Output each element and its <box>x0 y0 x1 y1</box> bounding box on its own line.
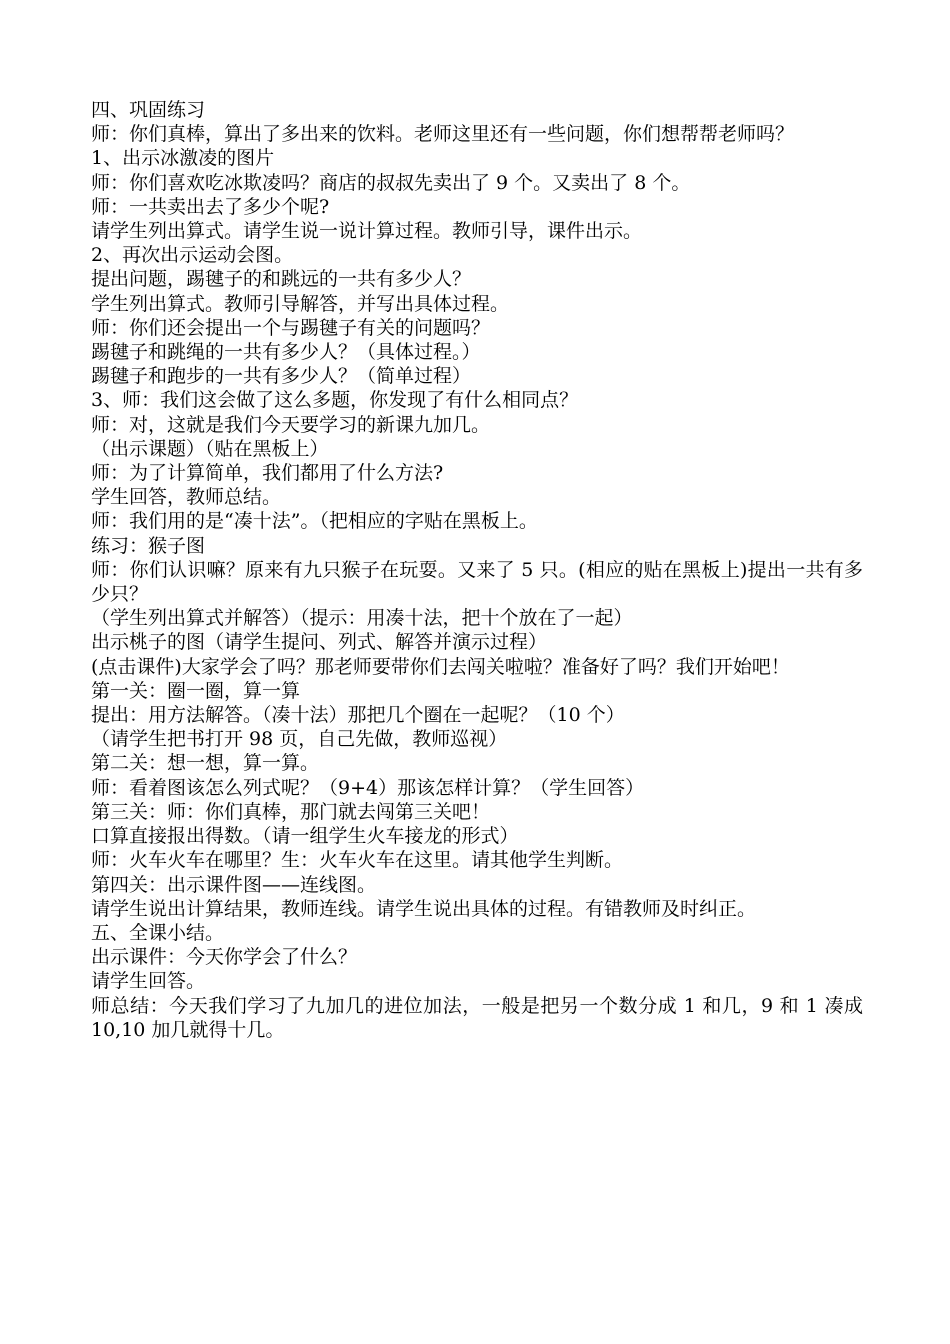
paragraph: 师：我们用的是“凑十法”。（把相应的字贴在黑板上。 <box>91 510 538 533</box>
paragraph: 练习：猴子图 <box>91 534 206 557</box>
paragraph: 踢毽子和跳绳的一共有多少人？（具体过程。） <box>91 341 481 364</box>
paragraph: 口算直接报出得数。（请一组学生火车接龙的形式） <box>91 825 519 848</box>
paragraph: （出示课题）（贴在黑板上） <box>91 437 329 460</box>
paragraph: 第三关：师：你们真棒，那门就去闯第三关吧！ <box>91 800 491 823</box>
paragraph: 1、出示冰激凌的图片 <box>91 147 275 170</box>
paragraph: 第二关：想一想，算一算。 <box>91 752 320 775</box>
paragraph: 第四关：出示课件图——连线图。 <box>91 873 377 896</box>
section-heading: 五、全课小结。 <box>91 921 225 944</box>
paragraph: 出示桃子的图（请学生提问、列式、解答并演示过程） <box>91 631 548 654</box>
paragraph: （请学生把书打开 98 页，自己先做，教师巡视） <box>91 728 508 751</box>
paragraph: 师：看着图该怎么列式呢？（9+4）那该怎样计算？（学生回答） <box>91 776 645 799</box>
paragraph: （学生列出算式并解答）（提示：用凑十法，把十个放在了一起） <box>91 607 633 630</box>
paragraph: 提出问题，踢毽子的和跳远的一共有多少人？ <box>91 268 472 291</box>
paragraph: 师：火车火车在哪里？生：火车火车在这里。请其他学生判断。 <box>91 849 624 872</box>
paragraph: 3、师：我们这会做了这么多题，你发现了有什么相同点？ <box>91 389 579 412</box>
paragraph: 师：为了计算简单，我们都用了什么方法? <box>91 462 444 485</box>
lesson-plan-text <box>91 98 863 1042</box>
paragraph: 请学生列出算式。请学生说一说计算过程。教师引导，课件出示。 <box>91 220 643 243</box>
paragraph: 出示课件：今天你学会了什么？ <box>91 946 358 969</box>
paragraph: 师：你们认识嘛？原来有九只猴子在玩耍。又来了 5 只。(相应的贴在黑板上)提出一共有多少只？ <box>91 558 863 606</box>
paragraph: 第一关：圈一圈，算一算 <box>91 679 301 702</box>
paragraph: 请学生说出计算结果，教师连线。请学生说出具体的过程。有错教师及时纠正。 <box>91 897 757 920</box>
paragraph: 师：对，这就是我们今天要学习的新课九加几。 <box>91 413 491 436</box>
paragraph: 2、再次出示运动会图。 <box>91 244 294 267</box>
paragraph: 师：你们喜欢吃冰欺凌吗？商店的叔叔先卖出了 9 个。又卖出了 8 个。 <box>91 171 691 194</box>
paragraph: 师：一共卖出去了多少个呢? <box>91 195 330 218</box>
paragraph: 师：你们真棒，算出了多出来的饮料。老师这里还有一些问题，你们想帮帮老师吗？ <box>91 123 795 146</box>
paragraph: (点击课件)大家学会了吗？那老师要带你们去闯关啦啦？准备好了吗？我们开始吧！ <box>91 655 790 678</box>
paragraph: 师：你们还会提出一个与踢毽子有关的问题吗？ <box>91 316 491 339</box>
section-heading: 四、巩固练习 <box>91 99 206 121</box>
paragraph: 学生列出算式。教师引导解答，并写出具体过程。 <box>91 292 510 315</box>
paragraph: 踢毽子和跑步的一共有多少人？（简单过程） <box>91 365 472 388</box>
paragraph: 学生回答，教师总结。 <box>91 486 282 509</box>
paragraph: 师总结：今天我们学习了九加几的进位加法，一般是把另一个数分成 1 和几，9 和 1 凑成 10,10 加几就得十几。 <box>91 994 863 1041</box>
paragraph: 请学生回答。 <box>91 970 206 993</box>
paragraph: 提出：用方法解答。（凑十法）那把几个圈在一起呢？（10 个） <box>91 704 625 727</box>
